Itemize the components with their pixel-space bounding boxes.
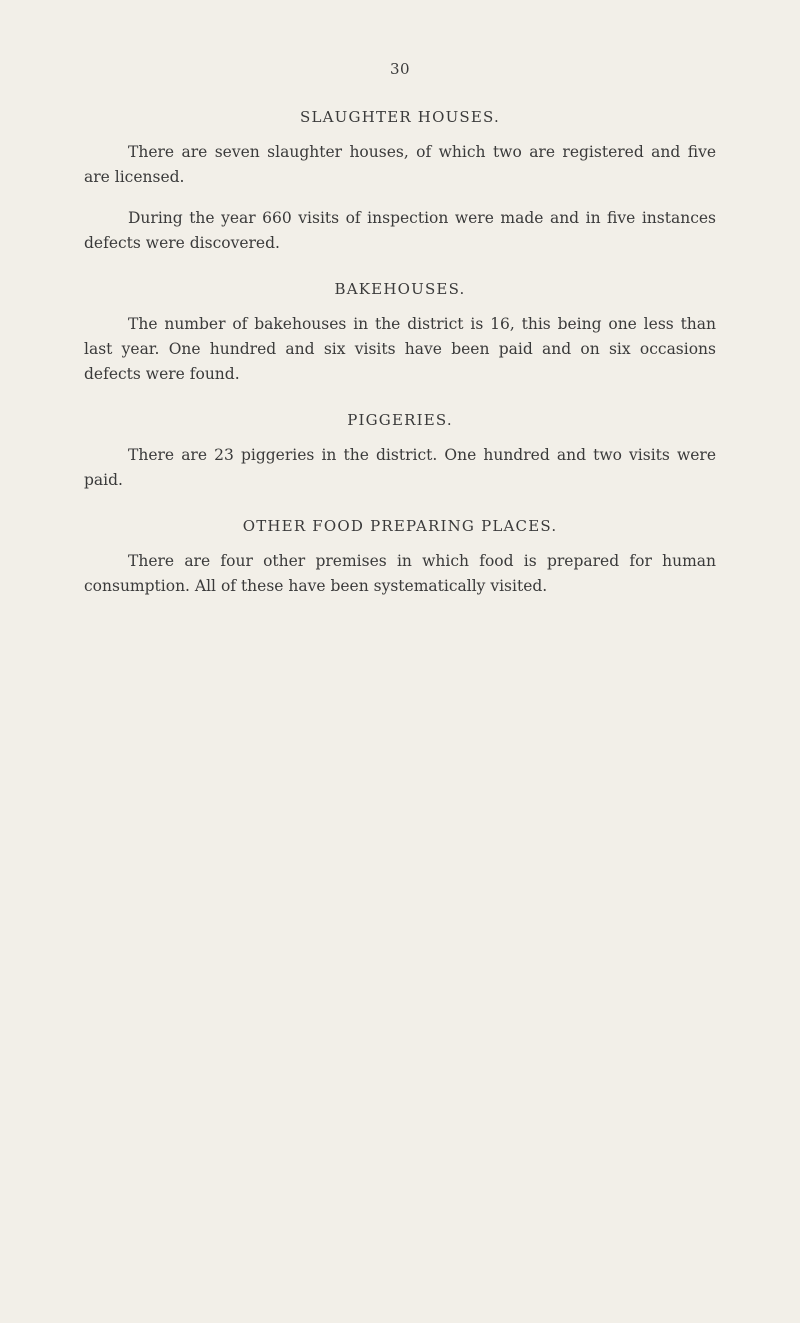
paragraph: There are seven slaughter houses, of which two are registered and five are licensed. bbox=[84, 143, 716, 186]
section-piggeries bbox=[84, 411, 716, 493]
page-content bbox=[84, 108, 716, 623]
section-heading: PIGGERIES. bbox=[347, 411, 453, 429]
section-other-food-preparing-places bbox=[84, 517, 716, 599]
section-slaughter-houses bbox=[84, 108, 716, 256]
section-bakehouses bbox=[84, 280, 716, 387]
section-heading: BAKEHOUSES. bbox=[334, 280, 466, 298]
paragraph: There are four other premises in which food is prepared for human consumption. All of these have been systematically visited. bbox=[84, 552, 716, 595]
section-heading: OTHER FOOD PREPARING PLACES. bbox=[242, 517, 558, 535]
section-heading: SLAUGHTER HOUSES. bbox=[300, 108, 500, 126]
paragraph: During the year 660 visits of inspection were made and in five instances defects were discovered. bbox=[84, 209, 716, 252]
page-number: 30 bbox=[389, 60, 411, 78]
paragraph: The number of bakehouses in the district is 16, this being one less than last year. One hundred and six visits have been paid and on six occasions defects were found. bbox=[84, 315, 716, 383]
paragraph: There are 23 piggeries in the district. One hundred and two visits were paid. bbox=[84, 446, 716, 489]
